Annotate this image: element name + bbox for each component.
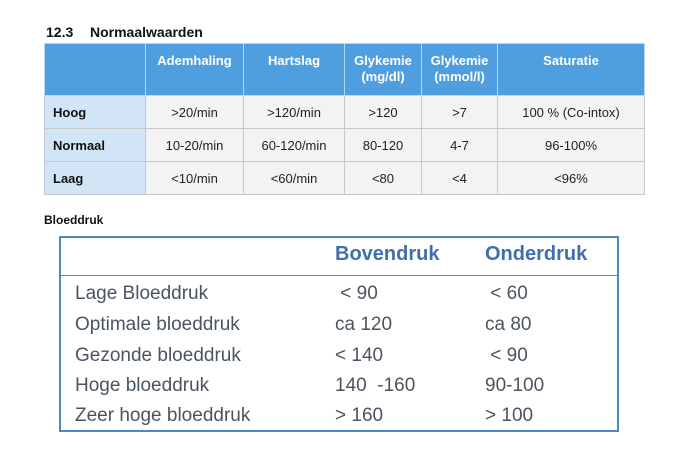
section-title: Normaalwaarden	[90, 24, 203, 40]
section-heading	[46, 24, 203, 40]
table-cell: <60/min	[244, 162, 345, 195]
bp-upper-value: < 90	[335, 283, 378, 304]
table-row	[45, 162, 645, 195]
table-cell: <80	[345, 162, 422, 195]
bp-lower-value: < 90	[485, 345, 528, 366]
column-header-onderdruk: Onderdruk	[485, 243, 588, 265]
table-cell: 80-120	[345, 129, 422, 162]
bp-row-label: Hoge bloeddruk	[75, 375, 210, 396]
header-corner	[45, 44, 146, 96]
table-row	[45, 96, 645, 129]
bp-row-label: Zeer hoge bloeddruk	[75, 405, 251, 426]
row-label-hoog: Hoog	[45, 96, 146, 129]
table-cell: >20/min	[146, 96, 244, 129]
header-ademhaling: Ademhaling	[146, 44, 244, 96]
table-cell: <96%	[498, 162, 645, 195]
bp-lower-value: > 100	[485, 405, 534, 426]
column-header-bovendruk: Bovendruk	[335, 243, 440, 265]
bp-lower-value: 90-100	[485, 375, 545, 396]
header-divider	[61, 275, 617, 276]
row-label-normaal: Normaal	[45, 129, 146, 162]
row-label-laag: Laag	[45, 162, 146, 195]
bp-row-label: Gezonde bloeddruk	[75, 345, 241, 366]
section-number: 12.3	[46, 24, 74, 40]
header-saturatie: Saturatie	[498, 44, 645, 96]
bp-lower-value: < 60	[485, 283, 528, 304]
table-cell: 60-120/min	[244, 129, 345, 162]
bp-upper-value: ca 120	[335, 314, 393, 335]
table-cell: <4	[422, 162, 498, 195]
table-cell: <10/min	[146, 162, 244, 195]
header-glykemie-mgdl: Glykemie (mg/dl)	[345, 44, 422, 96]
table-cell: 4-7	[422, 129, 498, 162]
bp-row-label: Lage Bloeddruk	[75, 283, 209, 304]
table-cell: 96-100%	[498, 129, 645, 162]
bp-row-label: Optimale bloeddruk	[75, 314, 240, 335]
bp-upper-value: 140 -160	[335, 375, 416, 396]
bp-lower-value: ca 80	[485, 314, 532, 335]
table-row	[45, 129, 645, 162]
bp-upper-value: > 160	[335, 405, 384, 426]
bloeddruk-heading: Bloeddruk	[44, 213, 104, 227]
header-glykemie-mmoll: Glykemie (mmol/l)	[422, 44, 498, 96]
table-cell: >120	[345, 96, 422, 129]
table-cell: >7	[422, 96, 498, 129]
bp-upper-value: < 140	[335, 345, 384, 366]
table-header-row	[45, 44, 645, 96]
table-cell: >120/min	[244, 96, 345, 129]
header-hartslag: Hartslag	[244, 44, 345, 96]
table-cell: 100 % (Co-intox)	[498, 96, 645, 129]
normal-values-table	[44, 43, 645, 195]
table-cell: 10-20/min	[146, 129, 244, 162]
blood-pressure-table	[59, 236, 619, 432]
